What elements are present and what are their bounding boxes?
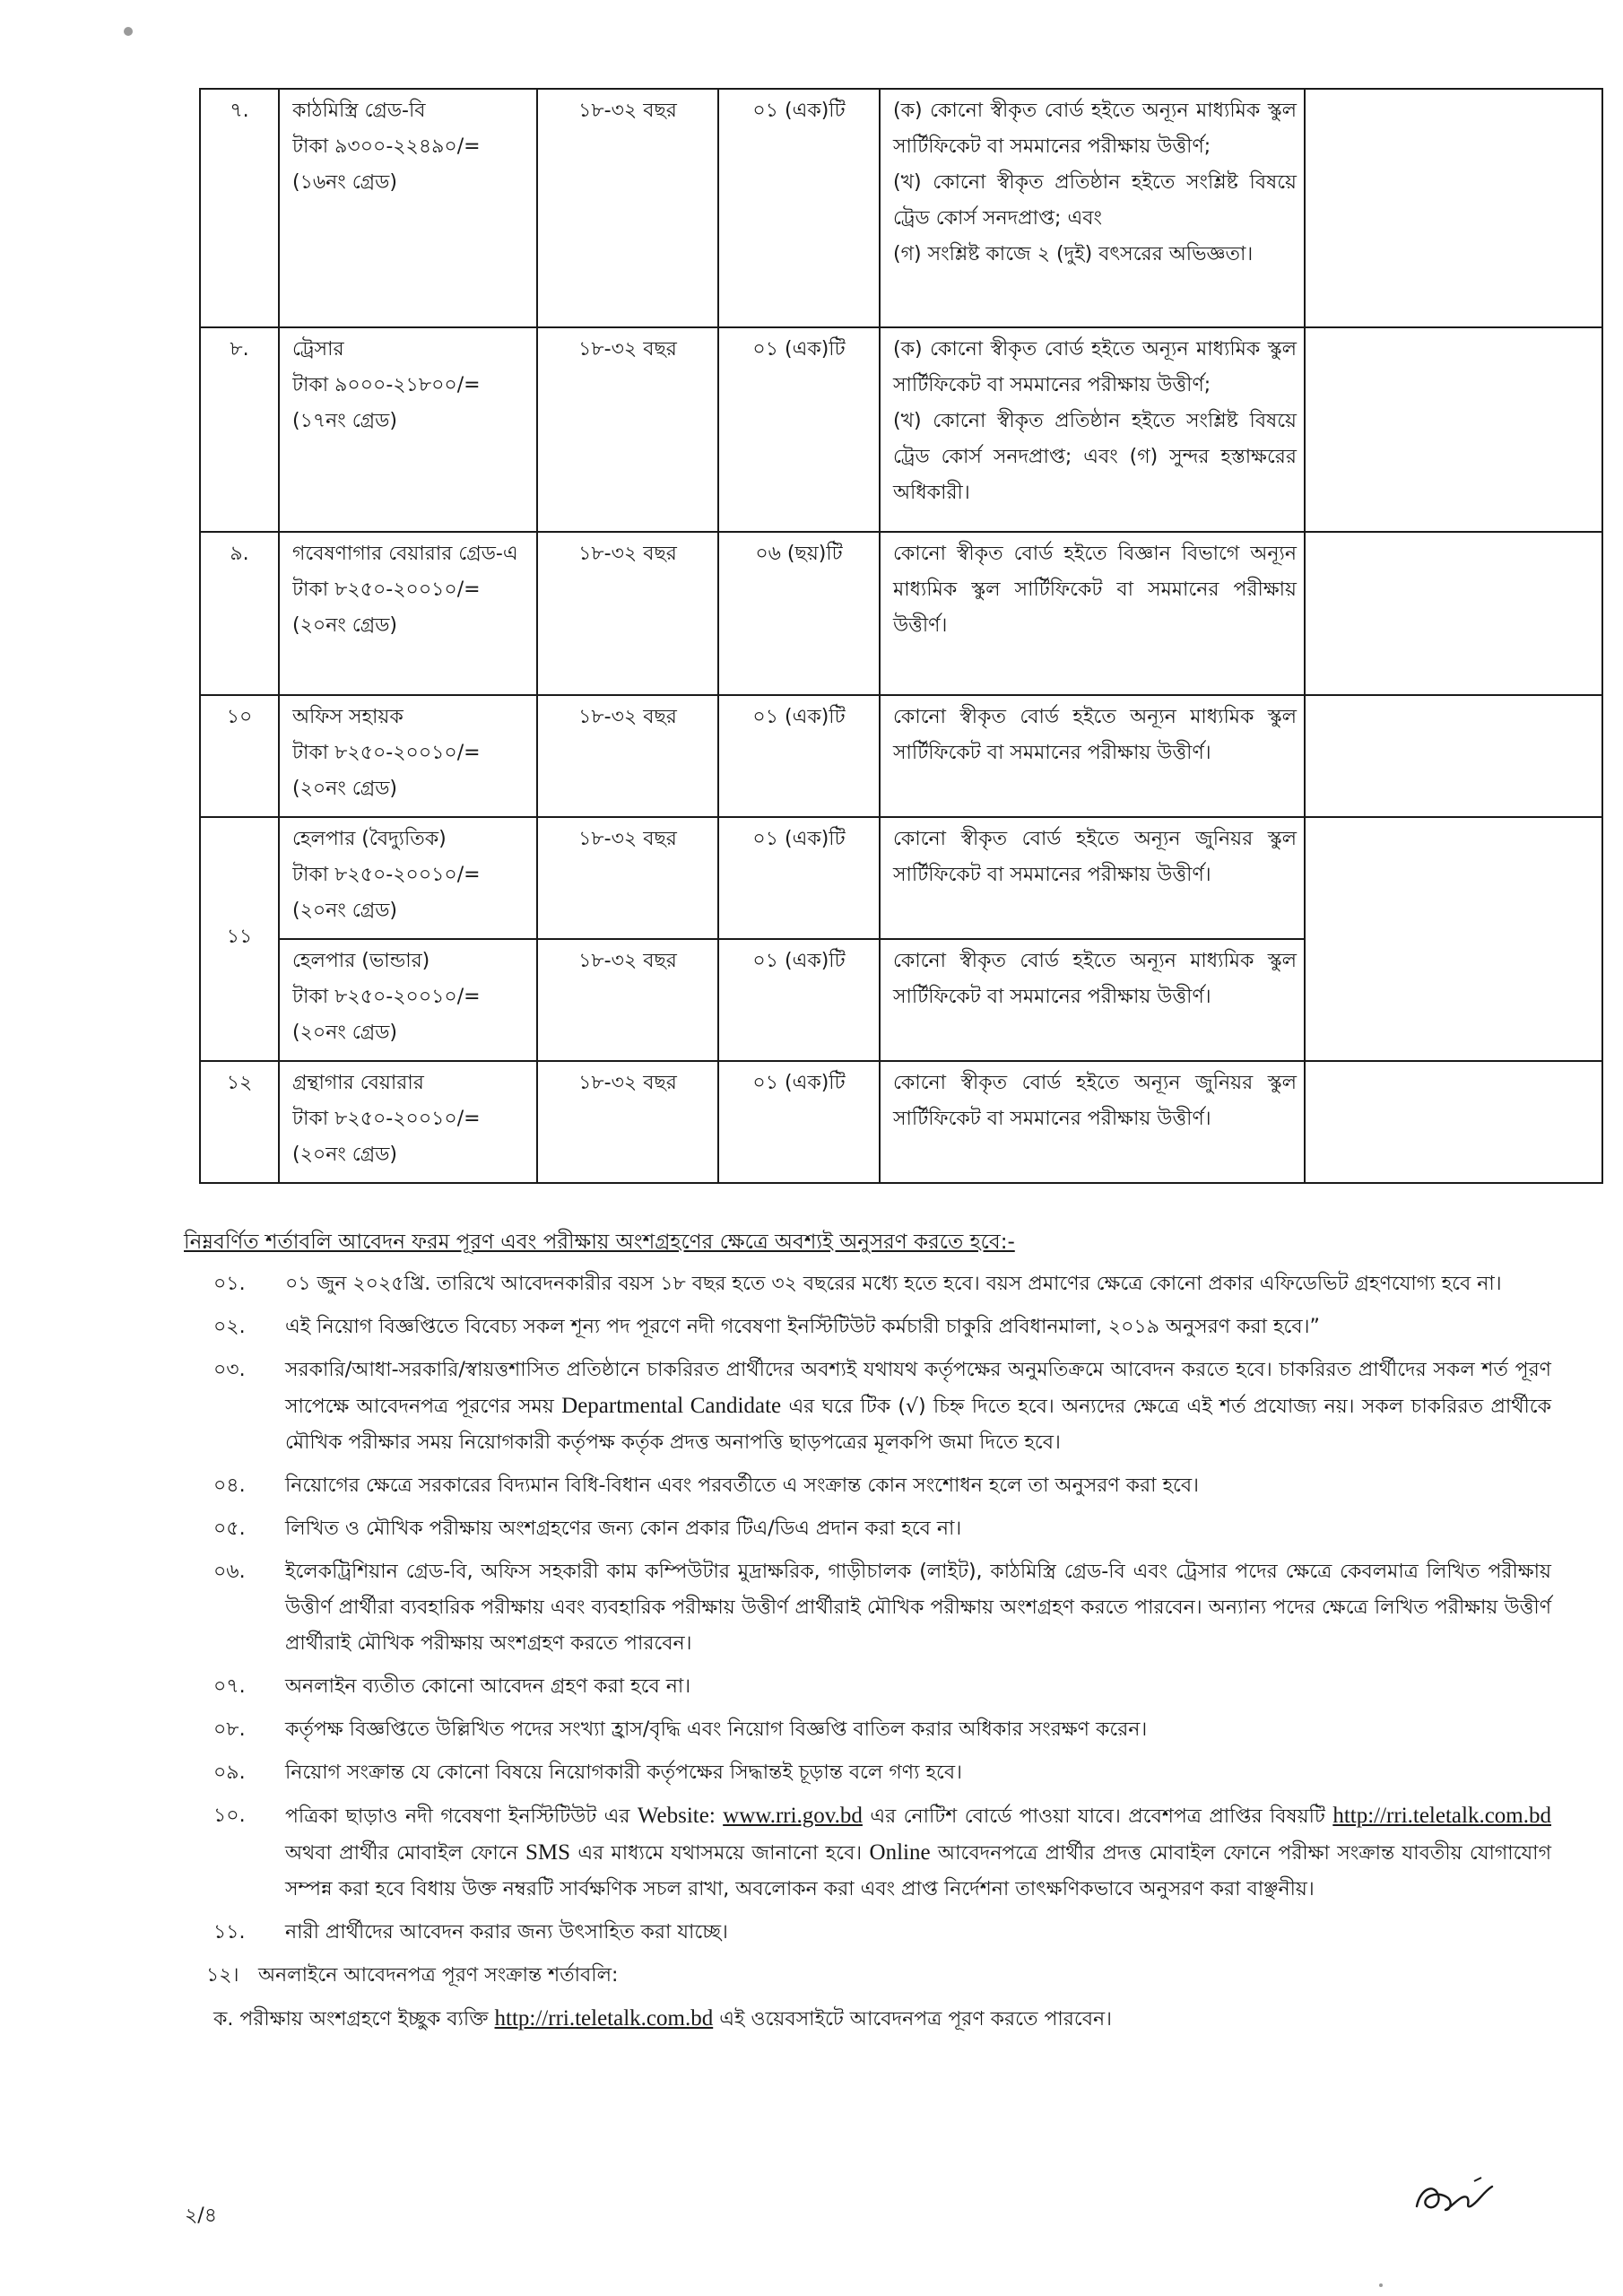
sub-item-text: এই ওয়েবসাইটে আবেদনপত্র পূরণ করতে পারবেন। xyxy=(713,2008,1112,2031)
condition-item xyxy=(0,1712,1623,1748)
post-cell xyxy=(279,532,537,695)
condition-text-part: আবেদনপত্রে প্রার্থীর প্রদত্ত মোবাইল ফোনে পরীক্ষা সংক্রান্ত যাবতীয় যোগাযোগ সম্পন্ন করা হবে বিধায় উক্ত নম্বরটি সার্বক্ষণিক সচল রাখা, অবলোকন করা এবং প্রাপ্ত নির্দেশনা তাৎক্ষণিকভাবে অনুসরণ করা বাঞ্ছনীয়। xyxy=(285,1842,1551,1900)
condition-text xyxy=(285,1352,1551,1461)
qualification-line: (খ) কোনো স্বীকৃত প্রতিষ্ঠান হইতে সংশ্লিষ্ট বিষয়ে ট্রেড কোর্স সনদপ্রাপ্ত; এবং xyxy=(893,171,1297,230)
qualification-line: কোনো স্বীকৃত বোর্ড হইতে অন্যূন মাধ্যমিক স্কুল সার্টিফিকেট বা সমমানের পরীক্ষায় উত্তীর্ণ। xyxy=(893,950,1297,1008)
age-cell xyxy=(537,939,718,1061)
remarks-cell xyxy=(1305,1061,1602,1183)
count-cell xyxy=(718,327,880,532)
qualification-line: (গ) সংশ্লিষ্ট কাজে ২ (দুই) বৎসরের অভিজ্ঞতা। xyxy=(893,243,1254,265)
qualification-line: কোনো স্বীকৃত বোর্ড হইতে অন্যূন জুনিয়র স্কুল সার্টিফিকেট বা সমমানের পরীক্ষায় উত্তীর্ণ। xyxy=(893,828,1297,886)
post-title: গ্রন্থাগার বেয়ারার xyxy=(292,1072,424,1094)
post-cell xyxy=(279,327,537,532)
sub-item-text: ক. পরীক্ষায় অংশগ্রহণে ইচ্ছুক ব্যক্তি xyxy=(213,2008,495,2031)
condition-text-part: অথবা প্রার্থীর মোবাইল ফোনে xyxy=(285,1842,526,1865)
count-cell xyxy=(718,695,880,817)
pay-scale: টাকা ৮২৫০-২০০১০/= xyxy=(292,742,481,764)
condition-number: ০৫. xyxy=(213,1518,246,1540)
grade: (১৬নং গ্রেড) xyxy=(292,171,397,194)
qualification-cell xyxy=(880,89,1305,327)
condition-text: নারী প্রার্থীদের আবেদন করার জন্য উৎসাহিত করা যাচ্ছে। xyxy=(285,1921,728,1944)
count-cell xyxy=(718,89,880,327)
post-cell xyxy=(279,89,537,327)
post-count: ০৬ (ছয়)টি xyxy=(755,543,843,565)
table-row xyxy=(200,327,1602,532)
table-row xyxy=(200,532,1602,695)
grade: (২০নং গ্রেড) xyxy=(292,614,397,637)
post-title: হেলপার (বৈদ্যুতিক) xyxy=(292,828,447,850)
pay-scale: টাকা ৮২৫০-২০০১০/= xyxy=(292,864,481,886)
condition-number: ০২. xyxy=(213,1316,246,1338)
condition-text-part: সরকারি/আধা-সরকারি/স্বায়ত্তশাসিত প্রতিষ্ঠানে চাকরিরত প্রার্থীদের অবশ্যই যথাযথ কর্তৃপক্ষের অনুমতিক্রমে আবেদন করতে হবে। চাকরিরত প্রার্থীদের সকল শর্ত পূরণ সাপেক্ষে আবেদনপত্র পূরণের সময় xyxy=(285,1359,1551,1418)
qualification-line: কোনো স্বীকৃত বোর্ড হইতে অন্যূন মাধ্যমিক স্কুল সার্টিফিকেট বা সমমানের পরীক্ষায় উত্তীর্ণ। xyxy=(893,706,1297,764)
qualification-line: (খ) কোনো স্বীকৃত প্রতিষ্ঠান হইতে সংশ্লিষ্ট বিষয়ে ট্রেড কোর্স সনদপ্রাপ্ত; এবং (গ) সুন্দর হস্তাক্ষরের অধিকারী। xyxy=(893,410,1297,504)
condition-text-part: এর ঘরে টিক (√) চিহ্ন দিতে হবে। অন্যদের ক্ষেত্রে এই শর্ত প্রযোজ্য নয়। সকল চাকরিরত প্রার্থীকে মৌখিক পরীক্ষার সময় নিয়োগকারী কর্তৃপক্ষ কর্তৃক প্রদত্ত অনাপত্তি ছাড়পত্রের মূলকপি জমা দিতে হবে। xyxy=(285,1396,1552,1454)
grade: (২০নং গ্রেড) xyxy=(292,1144,397,1166)
condition-item xyxy=(0,1669,1623,1705)
condition-text-part: পত্রিকা ছাড়াও নদী গবেষণা ইনস্টিটিউট এর xyxy=(285,1805,638,1828)
age-limit: ১৮-৩২ বছর xyxy=(578,828,677,850)
condition-text xyxy=(285,1798,1551,1908)
remarks-cell xyxy=(1305,327,1602,532)
post-title: হেলপার (ভান্ডার) xyxy=(292,950,430,972)
qualification-cell xyxy=(880,817,1305,939)
remarks-cell xyxy=(1305,817,1602,1061)
serial-cell xyxy=(200,89,279,327)
count-cell xyxy=(718,939,880,1061)
teletalk-link[interactable]: http://rri.teletalk.com.bd xyxy=(494,2006,714,2031)
qualification-line: কোনো স্বীকৃত বোর্ড হইতে বিজ্ঞান বিভাগে অন্যূন মাধ্যমিক স্কুল সার্টিফিকেট বা সমমানের পরীক্ষায় উত্তীর্ণ। xyxy=(893,543,1297,637)
qualification-cell xyxy=(880,1061,1305,1183)
age-limit: ১৮-৩২ বছর xyxy=(578,100,677,122)
post-title: ট্রেসার xyxy=(292,338,344,361)
grade: (২০নং গ্রেড) xyxy=(292,1022,397,1044)
pay-scale: টাকা ৮২৫০-২০০১০/= xyxy=(292,578,481,601)
age-cell xyxy=(537,1061,718,1183)
job-posts-table xyxy=(199,88,1603,1184)
post-title: গবেষণাগার বেয়ারার গ্রেড-এ xyxy=(292,543,518,565)
serial-number: ১২ xyxy=(226,1072,253,1094)
age-cell xyxy=(537,89,718,327)
serial-cell xyxy=(200,327,279,532)
serial-cell xyxy=(200,532,279,695)
condition-text: ০১ জুন ২০২৫খ্রি. তারিখে আবেদনকারীর বয়স ১৮ বছর হতে ৩২ বছরের মধ্যে হতে হবে। বয়স প্রমাণের ক্ষেত্রে কোনো প্রকার এফিডেভিট গ্রহণযোগ্য হবে না। xyxy=(285,1273,1502,1295)
remarks-cell xyxy=(1305,89,1602,327)
age-limit: ১৮-৩২ বছর xyxy=(578,706,677,728)
condition-number: ০৯. xyxy=(213,1761,246,1784)
post-cell xyxy=(279,1061,537,1183)
page-number: ২/৪ xyxy=(185,2205,217,2227)
condition-item xyxy=(0,1352,1623,1461)
signature-scribble-icon xyxy=(1411,2170,1497,2222)
remarks-cell xyxy=(1305,695,1602,817)
departmental-candidate-term: Departmental Candidate xyxy=(561,1394,782,1418)
condition-sub-item xyxy=(213,2001,1558,2038)
grade: (২০নং গ্রেড) xyxy=(292,778,397,800)
post-count: ০১ (এক)টি xyxy=(752,100,846,122)
condition-text: লিখিত ও মৌখিক পরীক্ষায় অংশগ্রহণের জন্য কোন প্রকার টিএ/ডিএ প্রদান করা হবে না। xyxy=(285,1518,962,1540)
count-cell xyxy=(718,817,880,939)
condition-text: ইলেকট্রিশিয়ান গ্রেড-বি, অফিস সহকারী কাম কম্পিউটার মুদ্রাক্ষরিক, গাড়ীচালক (লাইট), কাঠমিস্ত্রি গ্রেড-বি এবং ট্রেসার পদের ক্ষেত্রে কেবলমাত্র লিখিত পরীক্ষায় উত্তীর্ণ প্রার্থীরা ব্যবহারিক পরীক্ষায় এবং ব্যবহারিক পরীক্ষায় উত্তীর্ণ প্রার্থীরাই মৌখিক পরীক্ষায় অংশগ্রহণ করতে পারবেন। অন্যান্য পদের ক্ষেত্রে লিখিত পরীক্ষায় উত্তীর্ণ প্রার্থীরাই মৌখিক পরীক্ষায় অংশগ্রহণ করতে পারবেন। xyxy=(285,1561,1551,1655)
condition-item xyxy=(0,1915,1623,1951)
condition-number: ০৪. xyxy=(213,1474,246,1497)
qualification-cell xyxy=(880,327,1305,532)
condition-number: ১১. xyxy=(213,1921,246,1944)
pay-scale: টাকা ৯০০০-২১৮০০/= xyxy=(292,374,481,396)
age-cell xyxy=(537,532,718,695)
scan-speck xyxy=(124,27,133,36)
serial-number: ১১ xyxy=(226,926,253,948)
sms-term: SMS xyxy=(525,1840,571,1865)
post-count: ০১ (এক)টি xyxy=(752,706,846,728)
age-limit: ১৮-৩২ বছর xyxy=(578,950,677,972)
qualification-line: (ক) কোনো স্বীকৃত বোর্ড হইতে অন্যূন মাধ্যমিক স্কুল সার্টিফিকেট বা সমমানের পরীক্ষায় উত্তীর্ণ; xyxy=(893,100,1297,158)
condition-text: নিয়োগ সংক্রান্ত যে কোনো বিষয়ে নিয়োগকারী কর্তৃপক্ষের সিদ্ধান্তই চূড়ান্ত বলে গণ্য হবে। xyxy=(285,1761,962,1784)
condition-item xyxy=(0,1266,1623,1302)
qualification-cell xyxy=(880,532,1305,695)
condition-text: এই নিয়োগ বিজ্ঞপ্তিতে বিবেচ্য সকল শূন্য পদ পূরণে নদী গবেষণা ইনস্টিটিউট কর্মচারী চাকুরি প্রবিধানমালা, ২০১৯ অনুসরণ করা হবে।” xyxy=(285,1316,1320,1338)
condition-number: ১২। xyxy=(206,1964,239,1987)
serial-number: ৯. xyxy=(230,543,249,565)
post-cell xyxy=(279,817,537,939)
condition-number: ০৭. xyxy=(213,1675,246,1698)
rri-website-link[interactable]: www.rri.gov.bd xyxy=(723,1804,863,1828)
post-title: অফিস সহায়ক xyxy=(292,706,404,728)
condition-number: ১০. xyxy=(213,1805,246,1827)
serial-cell xyxy=(200,695,279,817)
condition-item xyxy=(0,1958,1623,1994)
post-cell xyxy=(279,939,537,1061)
post-count: ০১ (এক)টি xyxy=(752,1072,846,1094)
age-cell xyxy=(537,327,718,532)
qualification-line: কোনো স্বীকৃত বোর্ড হইতে অন্যূন জুনিয়র স্কুল সার্টিফিকেট বা সমমানের পরীক্ষায় উত্তীর্ণ। xyxy=(893,1072,1297,1130)
grade: (২০নং গ্রেড) xyxy=(292,900,397,922)
condition-number: ০১. xyxy=(213,1273,246,1295)
condition-text: অনলাইনে আবেদনপত্র পূরণ সংক্রান্ত শর্তাবলি: xyxy=(258,1964,619,1987)
signature xyxy=(1411,2170,1497,2222)
grade: (১৭নং গ্রেড) xyxy=(292,410,397,432)
condition-number: ০৬. xyxy=(213,1561,246,1583)
conditions-list xyxy=(0,1266,1623,2038)
serial-cell xyxy=(200,817,279,1061)
qualification-cell xyxy=(880,695,1305,817)
serial-cell xyxy=(200,1061,279,1183)
remarks-cell xyxy=(1305,532,1602,695)
condition-item xyxy=(0,1309,1623,1345)
post-count: ০১ (এক)টি xyxy=(752,338,846,361)
post-count: ০১ (এক)টি xyxy=(752,950,846,972)
website-label: Website: xyxy=(637,1804,716,1828)
table-row xyxy=(200,695,1602,817)
table-row xyxy=(200,1061,1602,1183)
condition-text-part: এর মাধ্যমে যথাসময়ে জানানো হবে। xyxy=(570,1842,870,1865)
pay-scale: টাকা ৮২৫০-২০০১০/= xyxy=(292,1108,481,1130)
condition-number: ০৮. xyxy=(213,1718,246,1741)
pay-scale: টাকা ৮২৫০-২০০১০/= xyxy=(292,986,481,1008)
condition-text-part: এর নোটিশ বোর্ডে পাওয়া যাবে। প্রবেশপত্র প্রাপ্তির বিষয়টি xyxy=(862,1805,1333,1828)
condition-text: অনলাইন ব্যতীত কোনো আবেদন গ্রহণ করা হবে না। xyxy=(285,1675,691,1698)
condition-item xyxy=(0,1468,1623,1504)
condition-item xyxy=(0,1554,1623,1662)
teletalk-link[interactable]: http://rri.teletalk.com.bd xyxy=(1332,1804,1552,1828)
condition-text: নিয়োগের ক্ষেত্রে সরকারের বিদ্যমান বিধি-বিধান এবং পরবর্তীতে এ সংক্রান্ত কোন সংশোধন হলে তা অনুসরণ করা হবে। xyxy=(285,1474,1200,1497)
table-row xyxy=(200,89,1602,327)
conditions-heading: নিম্নবর্ণিত শর্তাবলি আবেদন ফরম পূরণ এবং পরীক্ষায় অংশগ্রহণের ক্ষেত্রে অবশ্যই অনুসরণ করতে হবে:- xyxy=(184,1231,1015,1254)
age-limit: ১৮-৩২ বছর xyxy=(578,338,677,361)
qualification-line: (ক) কোনো স্বীকৃত বোর্ড হইতে অন্যূন মাধ্যমিক স্কুল সার্টিফিকেট বা সমমানের পরীক্ষায় উত্তীর্ণ; xyxy=(893,338,1297,396)
post-cell xyxy=(279,695,537,817)
post-count: ০১ (এক)টি xyxy=(752,828,846,850)
count-cell xyxy=(718,1061,880,1183)
serial-number: ১০ xyxy=(226,706,253,728)
count-cell xyxy=(718,532,880,695)
condition-item xyxy=(0,1755,1623,1791)
table-row xyxy=(200,817,1602,939)
online-term: Online xyxy=(869,1840,931,1865)
age-cell xyxy=(537,817,718,939)
condition-text: কর্তৃপক্ষ বিজ্ঞপ্তিতে উল্লিখিত পদের সংখ্যা হ্রাস/বৃদ্ধি এবং নিয়োগ বিজ্ঞপ্তি বাতিল করার অধিকার সংরক্ষণ করেন। xyxy=(285,1718,1148,1741)
post-title: কাঠমিস্ত্রি গ্রেড-বি xyxy=(292,100,426,122)
condition-item xyxy=(0,1798,1623,1908)
age-limit: ১৮-৩২ বছর xyxy=(578,1072,677,1094)
serial-number: ৮. xyxy=(230,338,249,361)
age-cell xyxy=(537,695,718,817)
scan-speck xyxy=(1379,2283,1383,2287)
serial-number: ৭. xyxy=(230,100,249,122)
qualification-cell xyxy=(880,939,1305,1061)
condition-number: ০৩. xyxy=(213,1359,246,1381)
age-limit: ১৮-৩২ বছর xyxy=(578,543,677,565)
condition-item xyxy=(0,1511,1623,1547)
pay-scale: টাকা ৯৩০০-২২৪৯০/= xyxy=(292,135,481,158)
